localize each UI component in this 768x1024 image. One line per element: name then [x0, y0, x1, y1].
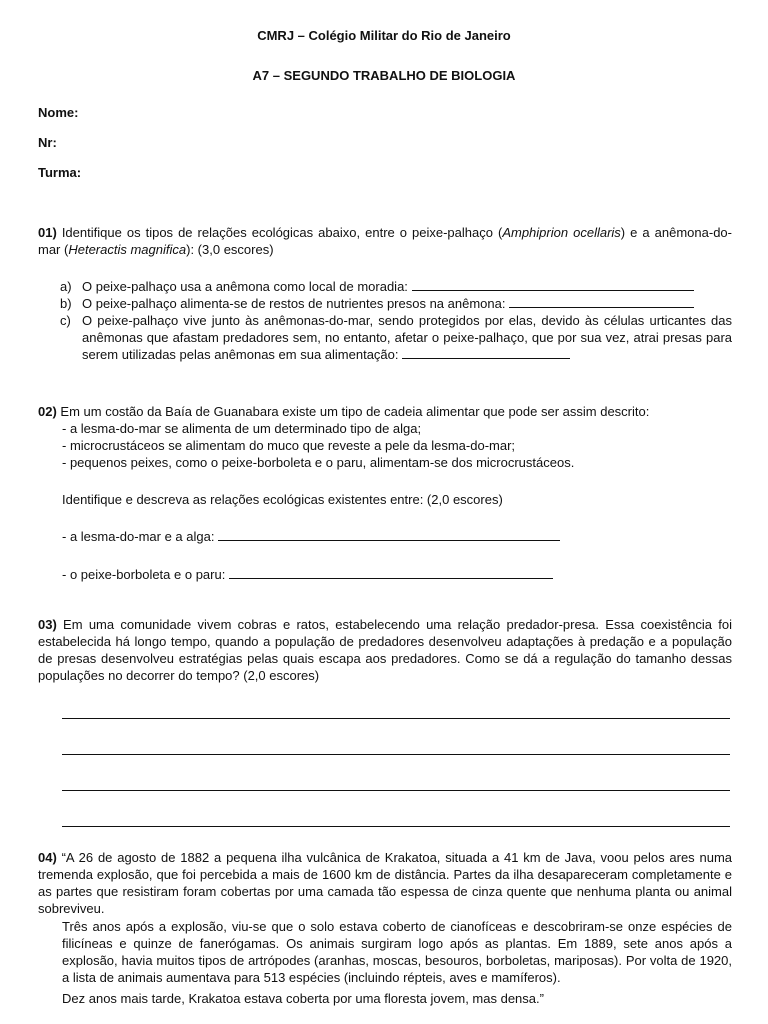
- number-label: Nr:: [38, 135, 57, 150]
- food-chain-list: [62, 420, 732, 471]
- question-02: 02) Em um costão da Baía de Guanabara existe um tipo de cadeia alimentar que pode ser assim descrito:: [38, 404, 650, 419]
- question-number: 02): [38, 404, 57, 419]
- answer-line[interactable]: [62, 826, 730, 827]
- class-label: Turma:: [38, 165, 82, 180]
- pair-fish: - o peixe-borboleta e o paru:: [62, 566, 732, 583]
- school-header: CMRJ – Colégio Militar do Rio de Janeiro: [257, 28, 511, 43]
- food-chain-item: - pequenos peixes, como o peixe-borboleta e o paru, alimentam-se dos microcrustáceos.: [62, 455, 575, 470]
- question-number: 04): [38, 850, 57, 865]
- answer-blank[interactable]: [218, 528, 560, 541]
- question-03: 03) Em uma comunidade vivem cobras e ratos, estabelecendo uma relação predador-presa. Essa coexistência foi estabelecida há longo tempo, quando a população de predadores desenvolveu adaptações à predação e a população de presas desenvolveu estratégias pelas quais escapa aos predadores. Como se dá a regulação do tamanho dessas populações no decorrer do tempo? (2,0 escores): [38, 617, 732, 683]
- option-c: c) O peixe-palhaço vive junto às anêmonas-do-mar, sendo protegidos por elas, devido às células urticantes das anêmonas que afastam predadores sem, no entanto, afetar o peixe-palhaço, que por sua vez, atrai presas para serem utilizadas pelas anêmonas em sua alimentação:: [60, 313, 732, 362]
- answer-blank[interactable]: [229, 566, 553, 579]
- scientific-name: Heteractis magnifica: [68, 242, 187, 257]
- question-01: 01) Identifique os tipos de relações ecológicas abaixo, entre o peixe-palhaço (Amphiprion ocellaris) e a anêmona-do-mar (Heteractis magnifica): (3,0 escores): [38, 225, 732, 257]
- answer-blank[interactable]: [509, 295, 694, 308]
- name-label: Nome:: [38, 105, 79, 120]
- question-number: 03): [38, 617, 57, 632]
- question-number: 01): [38, 225, 57, 240]
- question-01-options: [60, 278, 732, 363]
- question-04-paragraph-3: Dez anos mais tarde, Krakatoa estava coberta por uma floresta jovem, mas densa.”: [62, 991, 544, 1006]
- food-chain-item: - microcrustáceos se alimentam do muco que reveste a pele da lesma-do-mar;: [62, 438, 516, 453]
- answer-line[interactable]: [62, 754, 730, 755]
- exam-title: A7 – SEGUNDO TRABALHO DE BIOLOGIA: [252, 68, 516, 83]
- answer-line[interactable]: [62, 790, 730, 791]
- answer-line[interactable]: [62, 718, 730, 719]
- question-02-instruction: Identifique e descreva as relações ecológicas existentes entre: (2,0 escores): [62, 492, 503, 507]
- food-chain-item: - a lesma-do-mar se alimenta de um determinado tipo de alga;: [62, 421, 422, 436]
- answer-blank[interactable]: [402, 346, 570, 359]
- question-04-paragraph-2: Três anos após a explosão, viu-se que o solo estava coberto de cianofíceas e descobriram-se onze espécies de filicíneas e quinze de fanerógamas. Os animais surgiram logo após as plantas. Em 1889, sete anos após a explosão, havia muitos tipos de artrópodes (aranhas, moscas, besouros, borboletas, mariposas). Por volta de 1920, a lista de animais aumentava para 513 espécies (incluindo répteis, aves e mamíferos).: [62, 919, 732, 985]
- answer-blank[interactable]: [412, 278, 694, 291]
- option-b: b) O peixe-palhaço alimenta-se de restos de nutrientes presos na anêmona:: [60, 295, 732, 312]
- pair-algae: - a lesma-do-mar e a alga:: [62, 528, 732, 545]
- scientific-name: Amphiprion ocellaris: [502, 225, 621, 240]
- option-a: a) O peixe-palhaço usa a anêmona como local de moradia:: [60, 278, 732, 295]
- question-04: 04) “A 26 de agosto de 1882 a pequena ilha vulcânica de Krakatoa, situada a 41 km de Java, voou pelos ares numa tremenda explosão, que foi percebida a mais de 1600 km de distância. Partes da ilha desapareceram completamente e as partes que resistiram foram cobertas por uma camada tão espessa de cinza quente que nenhuma planta ou animal sobreviveu.: [38, 850, 732, 916]
